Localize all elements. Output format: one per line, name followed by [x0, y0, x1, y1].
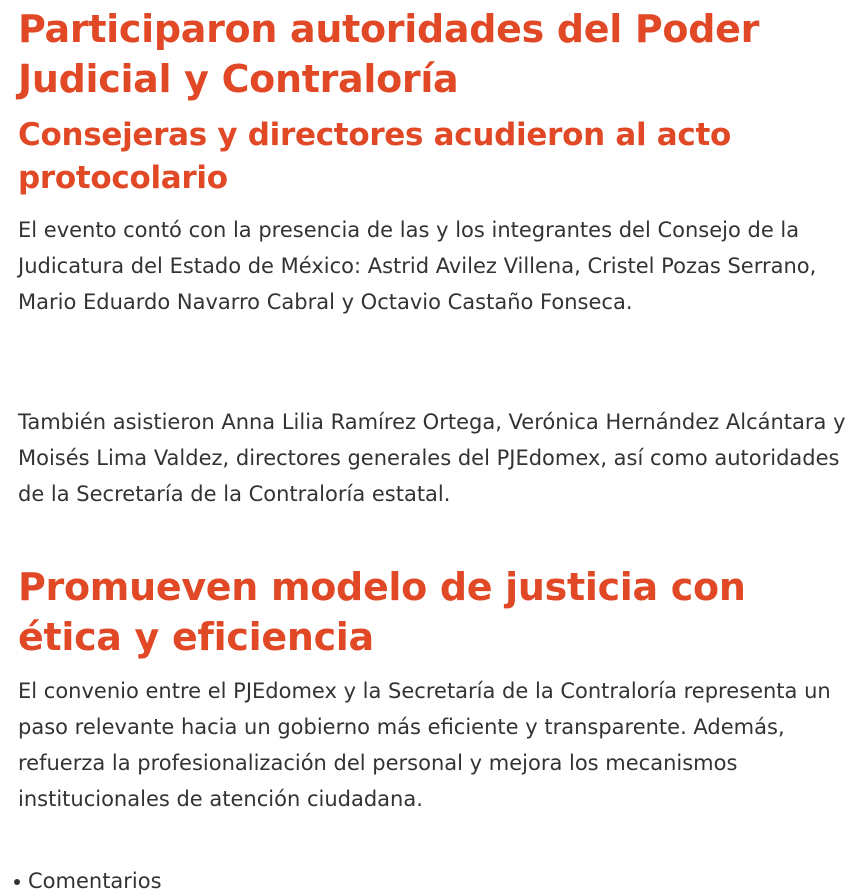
bullet-icon — [14, 879, 20, 885]
paragraph-attendees-council: El evento contó con la presencia de las y los integrantes del Consejo de la Judicatura del Estado de México: Astrid Avilez Villena, Cristel Pozas Serrano, Mario Eduardo Navarro Cabral y Octavio Castaño Fonseca. — [18, 218, 817, 314]
comments-link[interactable] — [14, 866, 162, 896]
sub-heading: Consejeras y directores acudieron al acto protocolario — [18, 117, 731, 196]
paragraph-attendees-directors: También asistieron Anna Lilia Ramírez Ortega, Verónica Hernández Alcántara y Moisés Lima Valdez, directores generales del PJEdomex, así como autoridades de la Secretaría de la Contraloría estatal. — [18, 410, 846, 506]
comments-label[interactable]: Comentarios — [28, 869, 162, 893]
main-heading: Participaron autoridades del Poder Judicial y Contraloría — [18, 7, 760, 101]
section-heading: Promueven modelo de justicia con ética y eficiencia — [18, 565, 746, 659]
paragraph-agreement: El convenio entre el PJEdomex y la Secretaría de la Contraloría representa un paso relevante hacia un gobierno más eficiente y transparente. Además, refuerza la profesionalización del personal y mejora los mecanismos institucionales de atención ciudadana. — [18, 679, 831, 811]
